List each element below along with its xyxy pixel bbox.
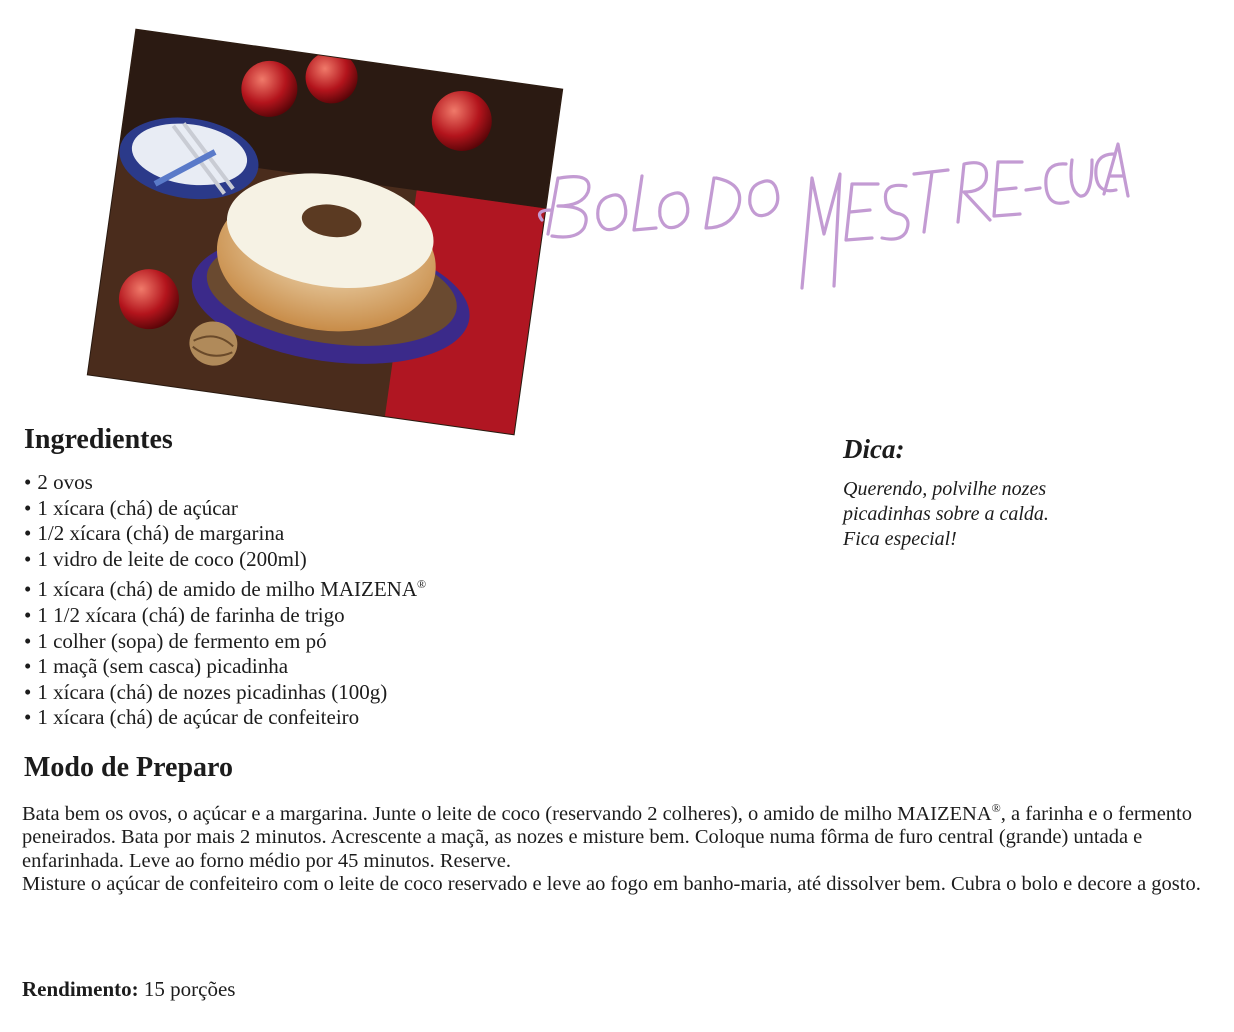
ingredient-item: • 1 1/2 xícara (chá) de farinha de trigo: [24, 603, 426, 629]
ingredient-item: • 1 colher (sopa) de fermento em pó: [24, 629, 426, 655]
cake-photo: [88, 30, 562, 434]
ingredient-item: • 1 xícara (chá) de nozes picadinhas (100g): [24, 680, 426, 706]
yield: [22, 977, 235, 1002]
yield-value: 15 porções: [143, 977, 236, 1001]
preparation-text: [22, 797, 1212, 897]
tip-heading: Dica:: [843, 434, 905, 464]
preparation-paragraph-1b: , a farinha e o fermento peneirados. Bata por mais 2 minutos. Acrescente a maçã, as nozes e misture bem. Coloque numa fôrma de furo central (grande) untada e enfarinhada. Leve ao forno médio por 45 minutos. Reserve.: [22, 802, 1193, 872]
ingredient-item: • 1 xícara (chá) de açúcar de confeiteiro: [24, 705, 426, 731]
ingredients-heading: Ingredientes: [24, 424, 173, 455]
ingredient-item: • 2 ovos: [24, 470, 426, 496]
ingredient-item: • 1 xícara (chá) de açúcar: [24, 496, 426, 522]
ingredients-list: [24, 470, 426, 731]
registered-mark: ®: [991, 801, 1001, 815]
cake-illustration: [88, 30, 562, 434]
preparation-paragraph-1a: Bata bem os ovos, o açúcar e a margarina. Junte o leite de coco (reservando 2 colheres), o amido de milho MAIZENA: [22, 802, 992, 825]
tip-line: Fica especial!: [843, 528, 957, 550]
preparation-heading: Modo de Preparo: [24, 752, 233, 783]
ingredient-item: • 1 maçã (sem casca) picadinha: [24, 654, 426, 680]
ingredient-item: • 1/2 xícara (chá) de margarina: [24, 521, 426, 547]
handwritten-title: [530, 120, 1130, 300]
tip-text: [843, 477, 1143, 552]
yield-label: Rendimento:: [22, 977, 139, 1001]
ingredient-item: • 1 vidro de leite de coco (200ml): [24, 547, 426, 573]
tip-line: picadinhas sobre a calda.: [843, 503, 1049, 525]
tip-line: Querendo, polvilhe nozes: [843, 478, 1047, 500]
preparation-paragraph-2: Misture o açúcar de confeiteiro com o leite de coco reservado e leve ao fogo em banho-maria, até dissolver bem. Cubra o bolo e decore a gosto.: [22, 873, 1201, 896]
registered-mark: ®: [416, 577, 427, 592]
ingredient-item: • 1 xícara (chá) de amido de milho MAIZENA®: [24, 572, 426, 603]
